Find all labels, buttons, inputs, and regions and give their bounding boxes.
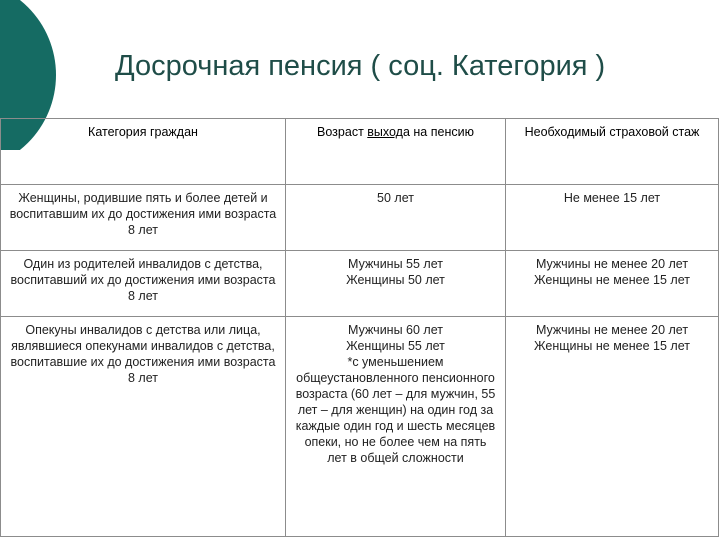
header-age-suffix: а на пенсию xyxy=(402,125,474,139)
row-retirement-age: 50 лет xyxy=(286,185,506,251)
header-age-underlined: выход xyxy=(367,125,403,139)
row-category: Женщины, родившие пять и более детей и воспитавшим их до достижения ими возраста 8 лет xyxy=(1,185,286,251)
row-insurance-period: Мужчины не менее 20 лет Женщины не менее 15 лет xyxy=(506,251,719,317)
row-insurance-period: Не менее 15 лет xyxy=(506,185,719,251)
header-age-prefix: Возраст xyxy=(317,125,368,139)
row-category: Опекуны инвалидов с детства или лица, являвшиеся опекунами инвалидов с детства, воспитавшие их до достижения ими возраста 8 лет xyxy=(1,317,286,537)
header-insurance-period: Необходимый страховой стаж xyxy=(506,119,719,185)
header-category: Категория граждан xyxy=(1,119,286,185)
row-retirement-age: Мужчины 60 лет Женщины 55 лет *с уменьшением общеустановленного пенсионного возраста (60 лет – для мужчин, 55 лет – для женщин) на один год за каждые один год и шесть месяцев опеки, но не более чем на пять лет в общей сложности xyxy=(286,317,506,537)
row-category: Один из родителей инвалидов с детства, воспитавший их до достижения ими возраста 8 лет xyxy=(1,251,286,317)
header-retirement-age xyxy=(286,119,506,185)
row-retirement-age: Мужчины 55 лет Женщины 50 лет xyxy=(286,251,506,317)
table-row xyxy=(1,185,719,251)
table-header-row xyxy=(1,119,719,185)
slide-title: Досрочная пенсия ( соц. Категория ) xyxy=(115,50,606,82)
pension-table xyxy=(0,118,719,537)
row-insurance-period: Мужчины не менее 20 лет Женщины не менее 15 лет xyxy=(506,317,719,537)
table-row xyxy=(1,317,719,537)
table-row xyxy=(1,251,719,317)
